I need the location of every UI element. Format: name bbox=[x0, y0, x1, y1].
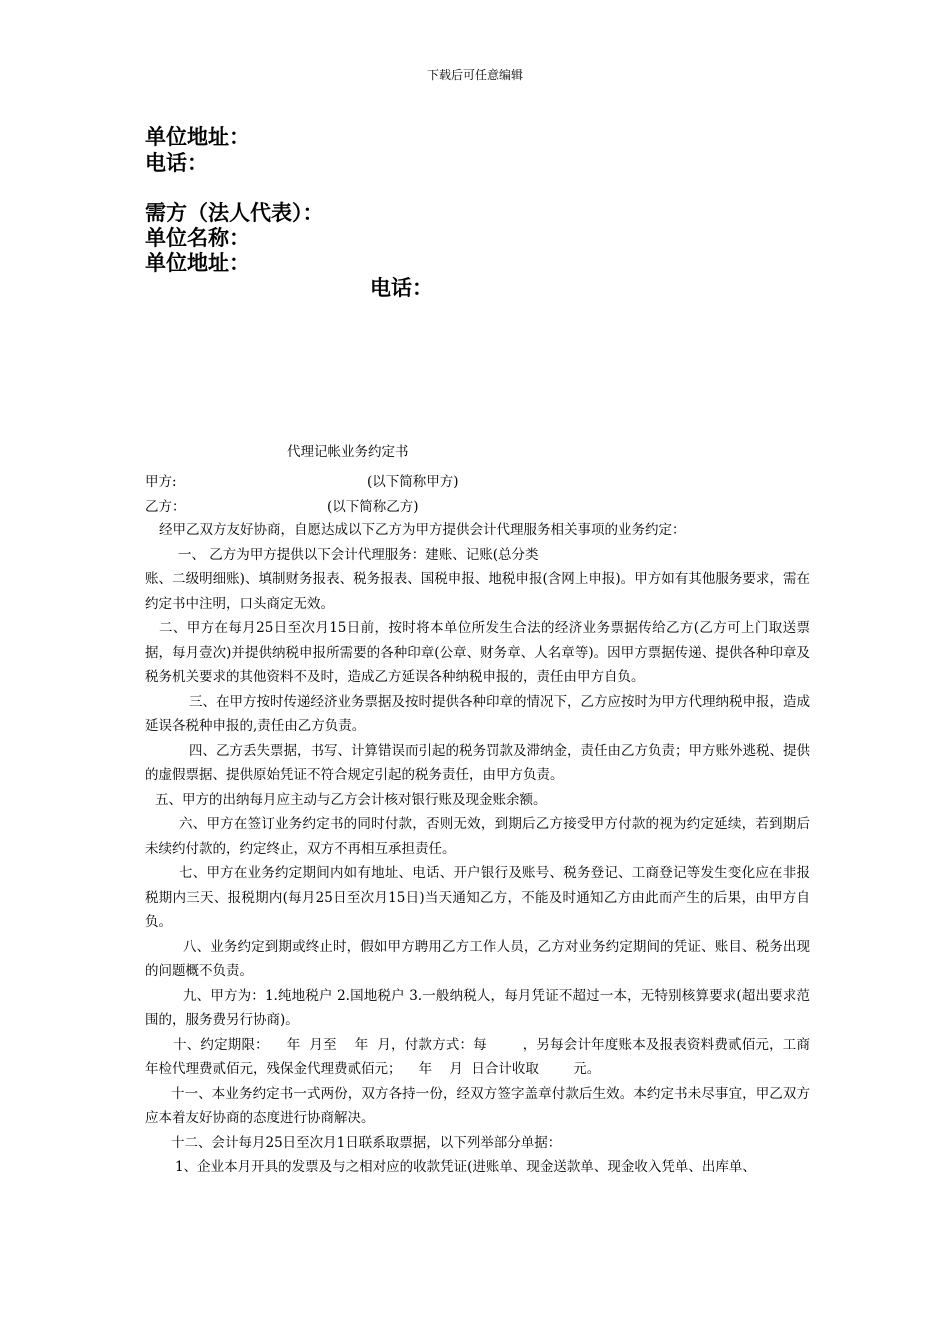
phone-label-1: 电话： bbox=[145, 151, 208, 175]
clause-8: 八、业务约定到期或终止时，假如甲方聘用乙方工作人员，乙方对业务约定期间的凭证、账目、税务出现的问题概不负责。 bbox=[145, 938, 810, 979]
clause-6: 六、甲方在签订业务约定书的同时付款，否则无效，到期后乙方接受甲方付款的视为约定延续，若到期后未续约付款的，约定终止，双方不再相互承担责任。 bbox=[145, 816, 810, 857]
party-a-label: 甲方: bbox=[145, 474, 177, 490]
clause-11: 十一、本业务约定书一式两份，双方各持一份，经双方签字盖章付款后生效。本约定书未尽事宜，甲乙双方应本着友好协商的态度进行协商解决。 bbox=[145, 1085, 810, 1126]
intro-paragraph: 经甲乙双方友好协商，自愿达成以下乙方为甲方提供会计代理服务相关事项的业务约定： bbox=[159, 522, 686, 538]
address-label-2: 单位地址： bbox=[145, 251, 250, 275]
address-label-1: 单位地址： bbox=[145, 125, 250, 149]
page-header: 下载后可任意编辑 bbox=[426, 68, 523, 82]
clause-4: 四、乙方丢失票据，书写、计算错误而引起的税务罚款及滞纳金，责任由乙方负责；甲方账外逃税、提供的虚假票据、提供原始凭证不符合规定引起的税务责任，由甲方负责。 bbox=[145, 742, 810, 783]
clause-2: 二、甲方在每月25日至次月15日前，按时将本单位所发生合法的经济业务票据传给乙方(乙方可上门取送票据，每月壹次)并提供纳税申报所需要的各种印章(公章、财务章、人名章等)。因甲方票据传递、提供各种印章及税务机关要求的其他资料不及时，造成乙方延误各种纳税申报的，责任由甲方自负。 bbox=[145, 620, 810, 685]
clause-1-line: 一、 乙方为甲方提供以下会计代理服务：建账、记账(总分类 bbox=[178, 546, 539, 563]
clause-9: 九、甲方为：1.纯地税户 2.国地税户 3.一般纳税人，每月凭证不超过一本，无特别核算要求(超出要求范围的，服务费另行协商)。 bbox=[145, 987, 810, 1028]
clause-12: 十二、会计每月25日至次月1日联系取票据，以下列举部分单据： bbox=[171, 1134, 562, 1151]
phone-label-2: 电话： bbox=[370, 276, 433, 300]
party-b-note: (以下简称乙方) bbox=[327, 499, 419, 515]
clause-5: 五、甲方的出纳每月应主动与乙方会计核对银行账及现金账余额。 bbox=[155, 791, 547, 808]
clause-10: 十、约定期限： 年 月至 年 月，付款方式：每 ，另每会计年度账本及报表资料费贰佰元，工商年检代理费贰佰元，残保金代理费贰佰元； 年 月 日合计收取 元。 bbox=[145, 1036, 810, 1077]
document-title: 代理记帐业务约定书 bbox=[287, 444, 409, 460]
agreement-body bbox=[145, 518, 810, 1180]
company-name-label: 单位名称： bbox=[145, 226, 250, 250]
clause-1-body: 账、二级明细账)、填制财务报表、税务报表、国税申报、地税申报(含网上申报)。甲方如有其他服务要求，需在约定书中注明，口头商定无效。 bbox=[145, 571, 810, 612]
clause-12-item-1: 1、企业本月开具的发票及与之相对应的收款凭证(进账单、现金送款单、现金收入凭单、出库单、 bbox=[175, 1159, 756, 1175]
party-b-label: 乙方： bbox=[145, 499, 186, 515]
clause-7: 七、甲方在业务约定期间内如有地址、电话、开户银行及账号、税务登记、工商登记等发生变化应在非报税期内三天、报税期内(每月25日至次月15日)当天通知乙方，不能及时通知乙方由此而产生的后果，由甲方自负。 bbox=[145, 865, 810, 930]
clause-3: 三、在甲方按时传递经济业务票据及按时提供各种印章的情况下，乙方应按时为甲方代理纳税申报，造成延误各税种申报的,责任由乙方负责。 bbox=[145, 693, 810, 734]
party-a-note: (以下简称甲方) bbox=[367, 474, 459, 490]
buyer-label: 需方（法人代表）： bbox=[145, 201, 324, 225]
